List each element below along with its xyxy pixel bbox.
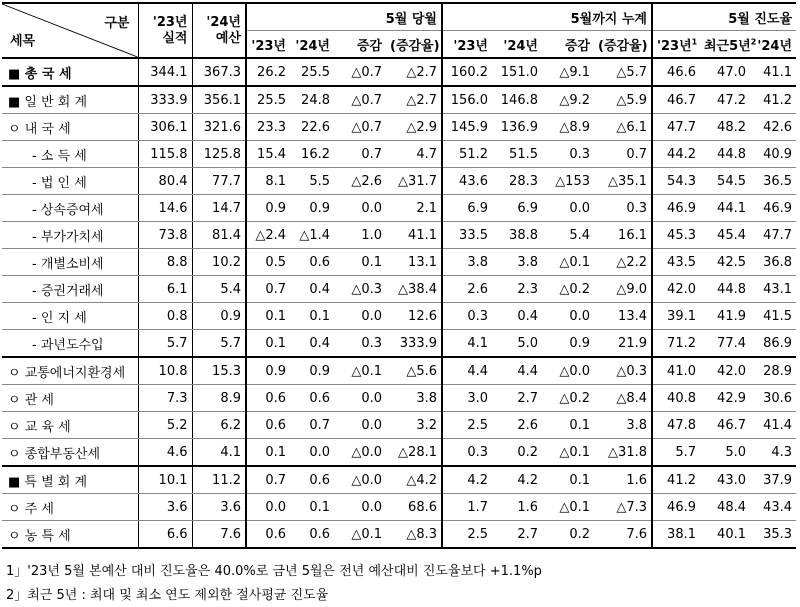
value-cell: △0.0 — [542, 357, 594, 385]
value-cell: 136.9 — [492, 114, 542, 141]
value-cell: 35.3 — [750, 521, 796, 549]
table-row — [2, 141, 796, 168]
value-cell: 8.1 — [246, 168, 290, 195]
value-cell: 145.9 — [442, 114, 492, 141]
value-cell: 0.4 — [492, 303, 542, 330]
value-cell: 46.7 — [700, 412, 750, 439]
value-cell: 0.6 — [290, 466, 334, 494]
value-cell: 0.0 — [246, 494, 290, 521]
value-cell: 71.2 — [652, 330, 700, 358]
value-cell: 344.1 — [138, 58, 192, 86]
value-cell: 15.4 — [246, 141, 290, 168]
value-cell: 7.6 — [594, 521, 652, 549]
value-cell: 23.3 — [246, 114, 290, 141]
value-cell: 0.1 — [334, 249, 386, 276]
value-cell: 0.1 — [246, 330, 290, 358]
value-cell: 41.1 — [750, 58, 796, 86]
value-cell: 0.6 — [290, 385, 334, 412]
value-cell: 4.6 — [138, 439, 192, 467]
value-cell: 0.6 — [290, 521, 334, 549]
value-cell: △0.1 — [334, 357, 386, 385]
value-cell: △0.3 — [594, 357, 652, 385]
row-label: - 상속증여세 — [2, 195, 138, 222]
row-label: ㅇ 관 세 — [2, 385, 138, 412]
value-cell: 0.2 — [542, 521, 594, 549]
table-row — [2, 276, 796, 303]
value-cell: 43.1 — [750, 276, 796, 303]
value-cell: △8.9 — [542, 114, 594, 141]
value-cell: 41.5 — [750, 303, 796, 330]
value-cell: 151.0 — [492, 58, 542, 86]
value-cell: 6.6 — [138, 521, 192, 549]
table-row — [2, 385, 796, 412]
value-cell: 0.9 — [542, 330, 594, 358]
value-cell: 43.5 — [652, 249, 700, 276]
value-cell: 0.4 — [290, 276, 334, 303]
value-cell: 3.8 — [594, 412, 652, 439]
value-cell: △0.1 — [334, 521, 386, 549]
value-cell: △0.7 — [334, 58, 386, 86]
value-cell: 46.6 — [652, 58, 700, 86]
value-cell: 0.7 — [290, 412, 334, 439]
row-label: ㅇ 종합부동산세 — [2, 439, 138, 467]
value-cell: △153 — [542, 168, 594, 195]
value-cell: 5.2 — [138, 412, 192, 439]
value-cell: 160.2 — [442, 58, 492, 86]
value-cell: 14.6 — [138, 195, 192, 222]
value-cell: 3.8 — [492, 249, 542, 276]
value-cell: △0.7 — [334, 86, 386, 114]
sub-rate-23: '23년$^1$ — [652, 31, 700, 59]
value-cell: 43.6 — [442, 168, 492, 195]
value-cell: 0.3 — [442, 303, 492, 330]
value-cell: 73.8 — [138, 222, 192, 249]
value-cell: 0.1 — [290, 303, 334, 330]
value-cell: 37.9 — [750, 466, 796, 494]
value-cell: △2.9 — [386, 114, 442, 141]
value-cell: △2.2 — [594, 249, 652, 276]
value-cell: △7.3 — [594, 494, 652, 521]
value-cell: 0.1 — [246, 439, 290, 467]
value-cell: 333.9 — [138, 86, 192, 114]
value-cell: 0.0 — [542, 195, 594, 222]
value-cell: 8.8 — [138, 249, 192, 276]
value-cell: △5.9 — [594, 86, 652, 114]
sub-cum-diff: 증감 — [542, 31, 594, 59]
value-cell: 2.5 — [442, 412, 492, 439]
value-cell: △9.0 — [594, 276, 652, 303]
footnote-2: 2」최근 5년 : 최대 및 최소 연도 제외한 절사평균 진도율 — [6, 588, 329, 603]
value-cell: △8.4 — [594, 385, 652, 412]
value-cell: 26.2 — [246, 58, 290, 86]
value-cell: 13.4 — [594, 303, 652, 330]
value-cell: 81.4 — [192, 222, 246, 249]
value-cell: 0.0 — [334, 412, 386, 439]
table-row — [2, 195, 796, 222]
col-24-header: '24년 예산 — [192, 3, 246, 58]
value-cell: 5.7 — [192, 330, 246, 358]
value-cell: 47.7 — [652, 114, 700, 141]
row-label: - 인 지 세 — [2, 303, 138, 330]
value-cell: △2.6 — [334, 168, 386, 195]
value-cell: 3.8 — [386, 385, 442, 412]
value-cell: 10.2 — [192, 249, 246, 276]
value-cell: 45.4 — [700, 222, 750, 249]
value-cell: 42.0 — [700, 357, 750, 385]
value-cell: 44.2 — [652, 141, 700, 168]
value-cell: 0.7 — [334, 141, 386, 168]
value-cell: 0.3 — [542, 141, 594, 168]
value-cell: 0.0 — [334, 303, 386, 330]
value-cell: 4.7 — [386, 141, 442, 168]
value-cell: 3.0 — [442, 385, 492, 412]
value-cell: 321.6 — [192, 114, 246, 141]
value-cell: 30.6 — [750, 385, 796, 412]
value-cell: △0.2 — [542, 276, 594, 303]
value-cell: 2.3 — [492, 276, 542, 303]
value-cell: 47.7 — [750, 222, 796, 249]
value-cell: 24.8 — [290, 86, 334, 114]
value-cell: 0.6 — [246, 412, 290, 439]
value-cell: △2.4 — [246, 222, 290, 249]
value-cell: 48.2 — [700, 114, 750, 141]
table-row — [2, 86, 796, 114]
value-cell: 0.4 — [290, 330, 334, 358]
value-cell: 0.5 — [246, 249, 290, 276]
row-label: - 과년도수입 — [2, 330, 138, 358]
value-cell: 3.2 — [386, 412, 442, 439]
value-cell: 0.0 — [334, 385, 386, 412]
value-cell: 80.4 — [138, 168, 192, 195]
value-cell: 2.7 — [492, 521, 542, 549]
value-cell: 45.3 — [652, 222, 700, 249]
value-cell: 0.1 — [290, 494, 334, 521]
value-cell: 16.1 — [594, 222, 652, 249]
table-row — [2, 303, 796, 330]
value-cell: 125.8 — [192, 141, 246, 168]
value-cell: 47.0 — [700, 58, 750, 86]
value-cell: 5.5 — [290, 168, 334, 195]
value-cell: 0.7 — [246, 276, 290, 303]
value-cell: 44.8 — [700, 276, 750, 303]
sub-cum-rate: (증감율) — [594, 31, 652, 59]
value-cell: 86.9 — [750, 330, 796, 358]
value-cell: 41.2 — [750, 86, 796, 114]
value-cell: 0.7 — [594, 141, 652, 168]
sub-may-24: '24년 — [290, 31, 334, 59]
value-cell: 10.1 — [138, 466, 192, 494]
value-cell: △0.1 — [542, 439, 594, 467]
row-label: ㅇ 주 세 — [2, 494, 138, 521]
value-cell: 28.9 — [750, 357, 796, 385]
value-cell: 15.3 — [192, 357, 246, 385]
value-cell: 3.8 — [442, 249, 492, 276]
value-cell: 4.4 — [492, 357, 542, 385]
value-cell: 5.0 — [492, 330, 542, 358]
table-row — [2, 494, 796, 521]
table-row — [2, 222, 796, 249]
value-cell: △0.7 — [334, 114, 386, 141]
value-cell: 0.6 — [290, 249, 334, 276]
value-cell: △31.7 — [386, 168, 442, 195]
table-row — [2, 249, 796, 276]
value-cell: 46.7 — [652, 86, 700, 114]
value-cell: 0.1 — [542, 412, 594, 439]
value-cell: 1.7 — [442, 494, 492, 521]
value-cell: 13.1 — [386, 249, 442, 276]
value-cell: 4.2 — [442, 466, 492, 494]
value-cell: △9.2 — [542, 86, 594, 114]
value-cell: 0.6 — [246, 385, 290, 412]
value-cell: 11.2 — [192, 466, 246, 494]
group-may-header: 5월 당월 — [246, 3, 442, 31]
value-cell: △2.7 — [386, 58, 442, 86]
value-cell: △1.4 — [290, 222, 334, 249]
value-cell: 3.6 — [138, 494, 192, 521]
value-cell: 42.9 — [700, 385, 750, 412]
row-label: ㅇ 교 육 세 — [2, 412, 138, 439]
value-cell: 77.7 — [192, 168, 246, 195]
value-cell: 1.6 — [594, 466, 652, 494]
value-cell: 0.1 — [542, 466, 594, 494]
value-cell: 54.3 — [652, 168, 700, 195]
value-cell: 0.7 — [246, 466, 290, 494]
value-cell: 0.3 — [442, 439, 492, 467]
table-row — [2, 168, 796, 195]
value-cell: 0.0 — [290, 439, 334, 467]
value-cell: 2.6 — [442, 276, 492, 303]
value-cell: △35.1 — [594, 168, 652, 195]
value-cell: 54.5 — [700, 168, 750, 195]
value-cell: 43.0 — [700, 466, 750, 494]
value-cell: 5.0 — [700, 439, 750, 467]
value-cell: △0.2 — [542, 385, 594, 412]
value-cell: 14.7 — [192, 195, 246, 222]
value-cell: △0.1 — [542, 494, 594, 521]
value-cell: 0.0 — [334, 494, 386, 521]
value-cell: 367.3 — [192, 58, 246, 86]
value-cell: 7.3 — [138, 385, 192, 412]
value-cell: 7.6 — [192, 521, 246, 549]
value-cell: △28.1 — [386, 439, 442, 467]
value-cell: 42.0 — [652, 276, 700, 303]
sub-cum-24: '24년 — [492, 31, 542, 59]
value-cell: △0.3 — [334, 276, 386, 303]
value-cell: 2.5 — [442, 521, 492, 549]
value-cell: △8.3 — [386, 521, 442, 549]
value-cell: 6.2 — [192, 412, 246, 439]
corner-bottom-label: 세목 — [10, 34, 36, 49]
value-cell: 38.8 — [492, 222, 542, 249]
sub-rate-5y: 최근5년$^2$ — [700, 31, 750, 59]
value-cell: 333.9 — [386, 330, 442, 358]
value-cell: 0.9 — [246, 357, 290, 385]
value-cell: 2.1 — [386, 195, 442, 222]
table-row — [2, 58, 796, 86]
sub-may-23: '23년 — [246, 31, 290, 59]
row-label: ■ 특 별 회 계 — [2, 466, 138, 494]
row-label: ㅇ 내 국 세 — [2, 114, 138, 141]
value-cell: 115.8 — [138, 141, 192, 168]
row-label: ■ 총 국 세 — [2, 58, 138, 86]
value-cell: 28.3 — [492, 168, 542, 195]
value-cell: 48.4 — [700, 494, 750, 521]
group-cum-header: 5월까지 누계 — [442, 3, 652, 31]
value-cell: 0.0 — [542, 303, 594, 330]
corner-top-label: 구분 — [104, 16, 130, 31]
value-cell: 43.4 — [750, 494, 796, 521]
value-cell: △6.1 — [594, 114, 652, 141]
table-row — [2, 412, 796, 439]
value-cell: 5.4 — [542, 222, 594, 249]
col-23-header: '23년 실적 — [138, 3, 192, 58]
row-label: - 증권거래세 — [2, 276, 138, 303]
value-cell: 0.8 — [138, 303, 192, 330]
value-cell: △2.7 — [386, 86, 442, 114]
value-cell: △0.0 — [334, 466, 386, 494]
value-cell: 0.9 — [192, 303, 246, 330]
value-cell: △9.1 — [542, 58, 594, 86]
table-row — [2, 357, 796, 385]
value-cell: 1.0 — [334, 222, 386, 249]
value-cell: 0.0 — [334, 195, 386, 222]
value-cell: 5.7 — [138, 330, 192, 358]
value-cell: △38.4 — [386, 276, 442, 303]
value-cell: 36.5 — [750, 168, 796, 195]
value-cell: 41.2 — [652, 466, 700, 494]
value-cell: 0.2 — [492, 439, 542, 467]
value-cell: 25.5 — [246, 86, 290, 114]
value-cell: 0.9 — [246, 195, 290, 222]
value-cell: 40.1 — [700, 521, 750, 549]
row-label: - 개별소비세 — [2, 249, 138, 276]
sub-may-rate: (증감율) — [386, 31, 442, 59]
table-row — [2, 114, 796, 141]
value-cell: 4.2 — [492, 466, 542, 494]
group-rate-header: 5월 진도율 — [652, 3, 796, 31]
value-cell: △31.8 — [594, 439, 652, 467]
value-cell: 38.1 — [652, 521, 700, 549]
value-cell: 41.0 — [652, 357, 700, 385]
header-corner — [2, 3, 138, 58]
value-cell: 25.5 — [290, 58, 334, 86]
value-cell: 156.0 — [442, 86, 492, 114]
value-cell: 0.9 — [290, 195, 334, 222]
value-cell: 2.7 — [492, 385, 542, 412]
value-cell: 39.1 — [652, 303, 700, 330]
value-cell: 51.5 — [492, 141, 542, 168]
value-cell: 51.2 — [442, 141, 492, 168]
value-cell: 68.6 — [386, 494, 442, 521]
value-cell: 10.8 — [138, 357, 192, 385]
value-cell: 77.4 — [700, 330, 750, 358]
value-cell: 356.1 — [192, 86, 246, 114]
value-cell: 47.8 — [652, 412, 700, 439]
row-label: ㅇ 농 특 세 — [2, 521, 138, 549]
value-cell: 12.6 — [386, 303, 442, 330]
value-cell: 306.1 — [138, 114, 192, 141]
value-cell: 41.1 — [386, 222, 442, 249]
value-cell: 41.9 — [700, 303, 750, 330]
value-cell: 36.8 — [750, 249, 796, 276]
value-cell: 16.2 — [290, 141, 334, 168]
value-cell: △0.0 — [334, 439, 386, 467]
value-cell: 6.1 — [138, 276, 192, 303]
value-cell: 40.8 — [652, 385, 700, 412]
value-cell: 33.5 — [442, 222, 492, 249]
value-cell: 42.6 — [750, 114, 796, 141]
value-cell: 0.3 — [594, 195, 652, 222]
footnote-1: 1」'23년 5월 본예산 대비 진도율은 40.0%로 금년 5월은 전년 예산대비 진도율보다 +1.1%p — [6, 564, 542, 579]
value-cell: 42.5 — [700, 249, 750, 276]
value-cell: 47.2 — [700, 86, 750, 114]
value-cell: 44.1 — [700, 195, 750, 222]
value-cell: 146.8 — [492, 86, 542, 114]
value-cell: 44.8 — [700, 141, 750, 168]
value-cell: △5.6 — [386, 357, 442, 385]
value-cell: 4.1 — [192, 439, 246, 467]
value-cell: △0.1 — [542, 249, 594, 276]
value-cell: 4.1 — [442, 330, 492, 358]
value-cell: 40.9 — [750, 141, 796, 168]
value-cell: 8.9 — [192, 385, 246, 412]
value-cell: 5.7 — [652, 439, 700, 467]
sub-may-diff: 증감 — [334, 31, 386, 59]
value-cell: 2.6 — [492, 412, 542, 439]
table-row — [2, 521, 796, 549]
value-cell: 1.6 — [492, 494, 542, 521]
row-label: - 부가가치세 — [2, 222, 138, 249]
value-cell: △4.2 — [386, 466, 442, 494]
table-row — [2, 466, 796, 494]
row-label: ■ 일 반 회 계 — [2, 86, 138, 114]
table-body — [2, 58, 796, 548]
value-cell: △5.7 — [594, 58, 652, 86]
value-cell: 0.3 — [334, 330, 386, 358]
value-cell: 46.9 — [750, 195, 796, 222]
value-cell: 21.9 — [594, 330, 652, 358]
value-cell: 46.9 — [652, 195, 700, 222]
value-cell: 4.4 — [442, 357, 492, 385]
value-cell: 3.6 — [192, 494, 246, 521]
row-label: ㅇ 교통에너지환경세 — [2, 357, 138, 385]
tax-revenue-table — [2, 2, 796, 549]
value-cell: 0.9 — [290, 357, 334, 385]
value-cell: 0.6 — [246, 521, 290, 549]
row-label: - 소 득 세 — [2, 141, 138, 168]
value-cell: 6.9 — [492, 195, 542, 222]
row-label: - 법 인 세 — [2, 168, 138, 195]
value-cell: 6.9 — [442, 195, 492, 222]
sub-cum-23: '23년 — [442, 31, 492, 59]
sub-rate-24: '24년 — [750, 31, 796, 59]
value-cell: 5.4 — [192, 276, 246, 303]
value-cell: 0.1 — [246, 303, 290, 330]
value-cell: 4.3 — [750, 439, 796, 467]
table-row — [2, 439, 796, 467]
value-cell: 46.9 — [652, 494, 700, 521]
table-row — [2, 330, 796, 358]
value-cell: 22.6 — [290, 114, 334, 141]
value-cell: 41.4 — [750, 412, 796, 439]
